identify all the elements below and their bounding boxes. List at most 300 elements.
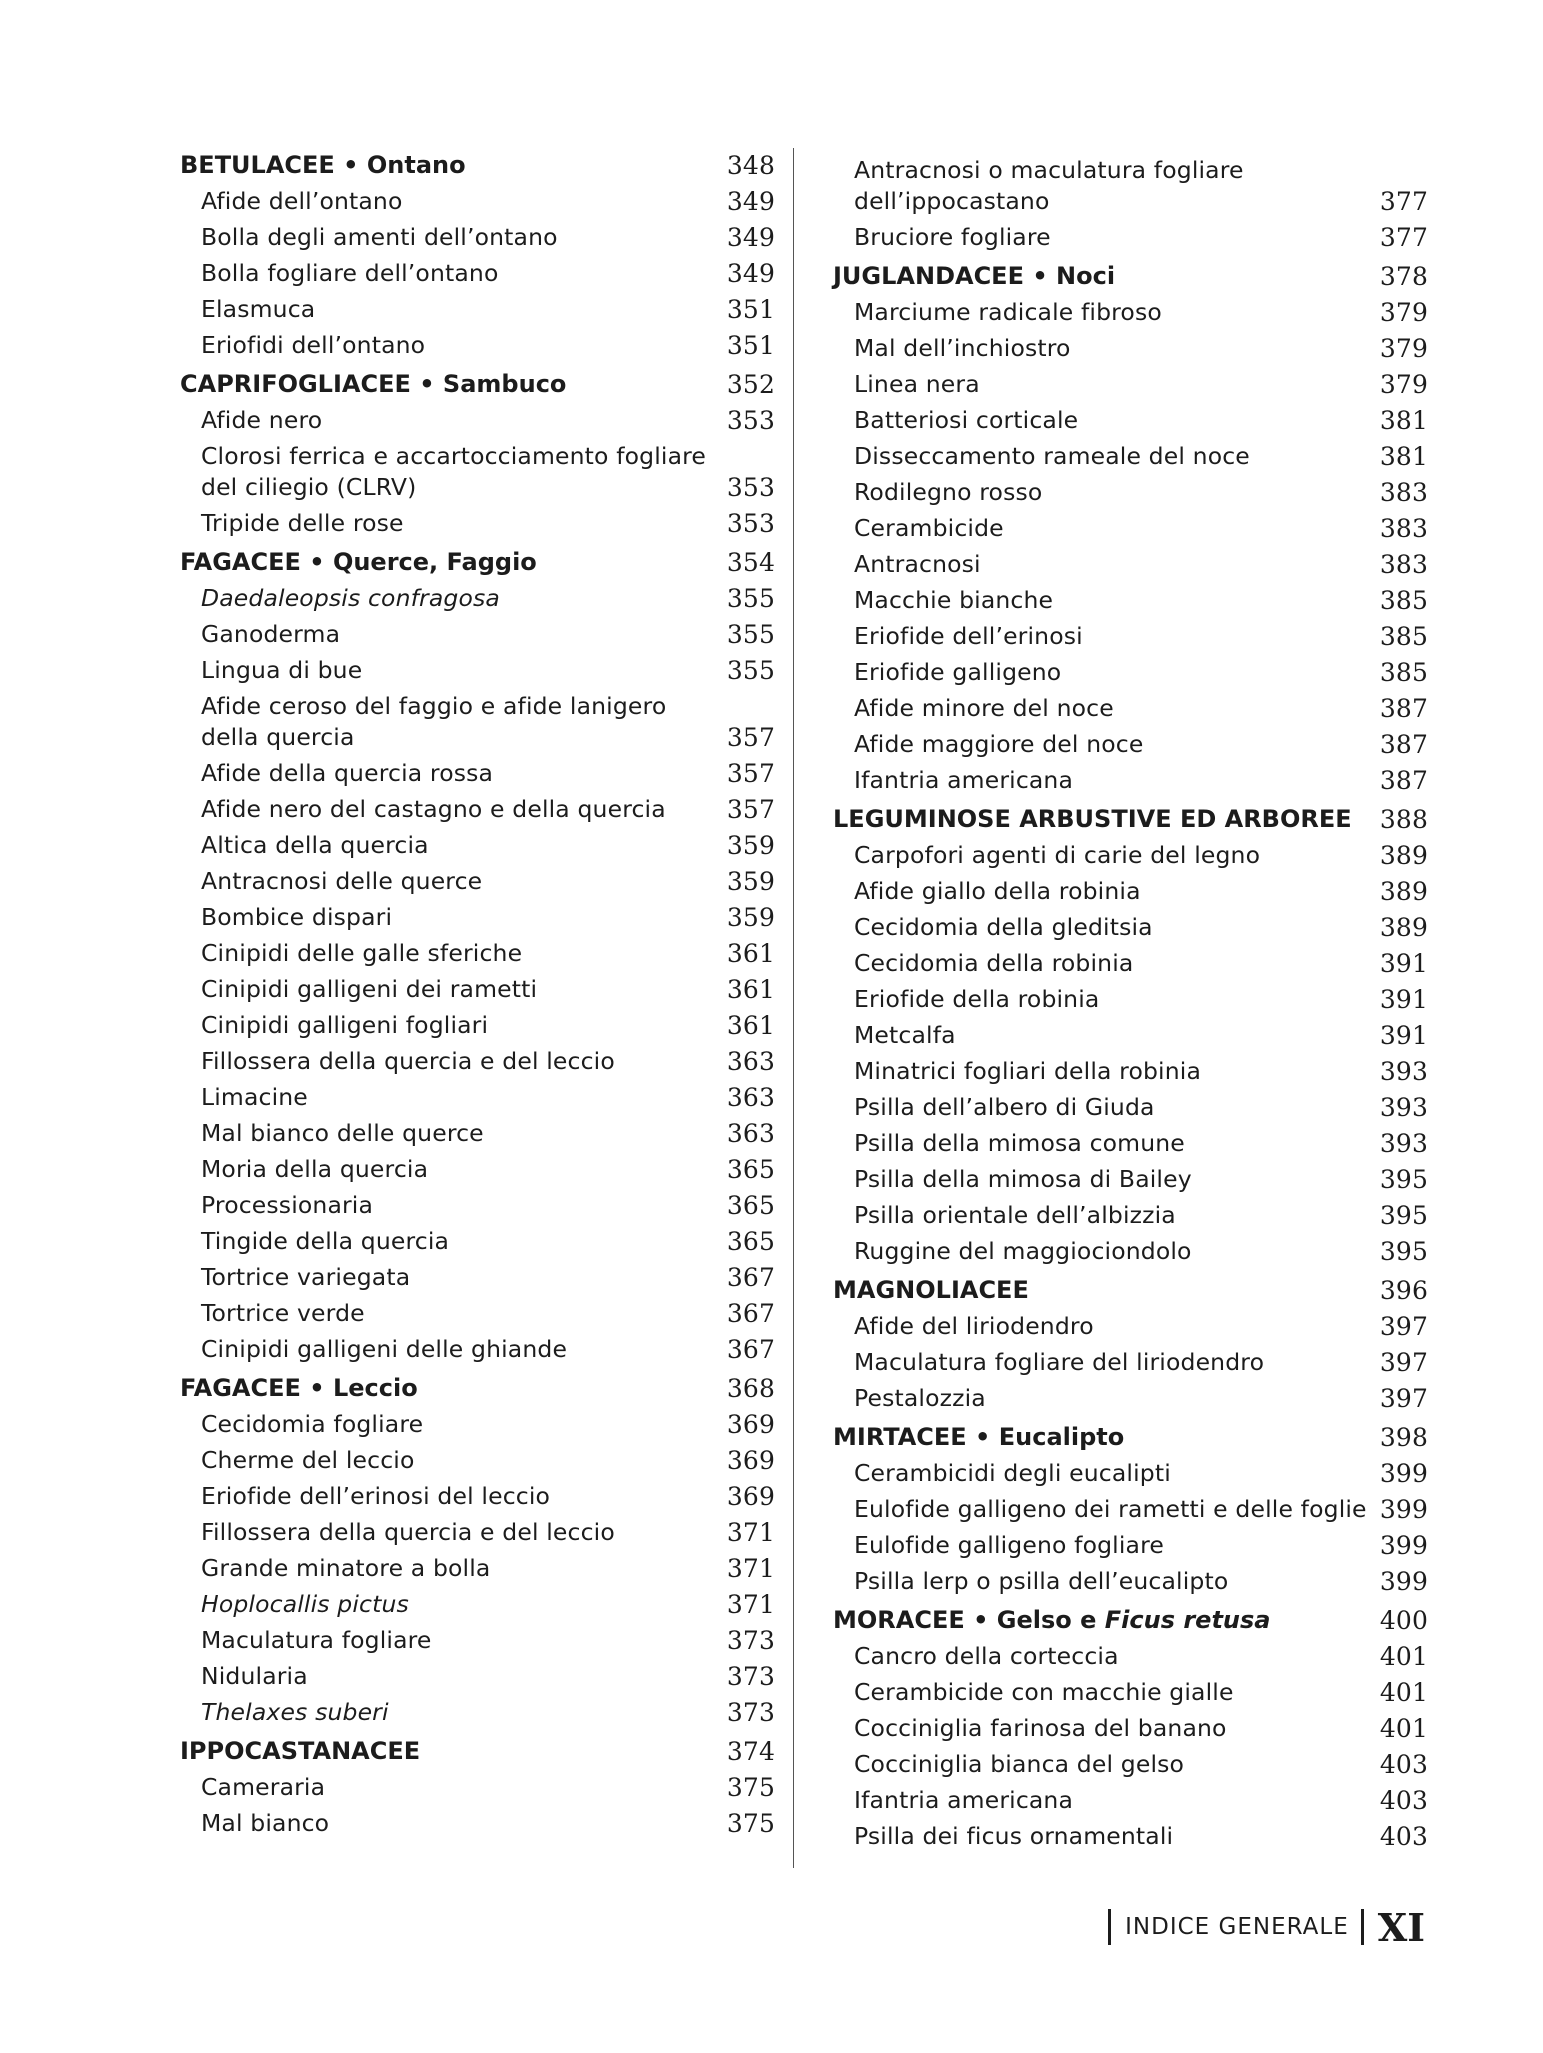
toc-entry[interactable] bbox=[180, 1481, 775, 1512]
entry-title bbox=[833, 1020, 1378, 1051]
entry-title-line: Pestalozzia bbox=[854, 1384, 986, 1412]
entry-title-line: Tortrice verde bbox=[201, 1299, 365, 1327]
section-heading[interactable] bbox=[180, 1736, 775, 1767]
entry-title bbox=[180, 1190, 725, 1221]
toc-entry[interactable] bbox=[833, 840, 1428, 871]
toc-entry[interactable] bbox=[833, 222, 1428, 253]
section-page-number: 400 bbox=[1379, 1606, 1428, 1635]
entry-title bbox=[180, 222, 725, 253]
entry-title bbox=[180, 1118, 725, 1149]
entry-title-line: Mal bianco delle querce bbox=[201, 1119, 484, 1147]
toc-entry[interactable] bbox=[833, 297, 1428, 328]
toc-entry[interactable] bbox=[833, 621, 1428, 652]
section-heading[interactable] bbox=[833, 1275, 1428, 1306]
section-page-number: 374 bbox=[726, 1737, 775, 1766]
toc-entry[interactable] bbox=[833, 1236, 1428, 1267]
toc-entry[interactable] bbox=[833, 876, 1428, 907]
toc-entry[interactable] bbox=[833, 369, 1428, 400]
section-title bbox=[180, 150, 725, 181]
entry-title-line: Afide minore del noce bbox=[854, 694, 1114, 722]
entry-title-line: Cocciniglia farinosa del banano bbox=[854, 1714, 1227, 1742]
entry-title-line: Bolla fogliare dell’ontano bbox=[201, 259, 499, 287]
entry-page-number: 391 bbox=[1379, 949, 1428, 978]
entry-title-line: Psilla dell’albero di Giuda bbox=[854, 1093, 1155, 1121]
entry-page-number: 379 bbox=[1379, 298, 1428, 327]
section-title bbox=[180, 369, 725, 400]
entry-title-line: Eulofide galligeno fogliare bbox=[854, 1531, 1164, 1559]
toc-entry[interactable] bbox=[833, 1200, 1428, 1231]
entry-page-number: 369 bbox=[726, 1410, 775, 1439]
section-page-number: 378 bbox=[1379, 262, 1428, 291]
entry-title bbox=[833, 549, 1378, 580]
toc-entry[interactable] bbox=[833, 1785, 1428, 1816]
section-heading[interactable] bbox=[180, 1373, 775, 1404]
entry-page-number: 397 bbox=[1379, 1312, 1428, 1341]
entry-page-number: 351 bbox=[726, 295, 775, 324]
entry-title-line: Nidularia bbox=[201, 1662, 308, 1690]
section-heading[interactable] bbox=[833, 261, 1428, 292]
entry-title bbox=[180, 294, 725, 325]
toc-entry[interactable] bbox=[833, 513, 1428, 544]
entry-page-number: 375 bbox=[726, 1773, 775, 1802]
toc-entry[interactable] bbox=[180, 1697, 775, 1728]
entry-page-number: 371 bbox=[726, 1554, 775, 1583]
entry-page-number: 369 bbox=[726, 1446, 775, 1475]
toc-section bbox=[180, 547, 775, 1365]
entry-title bbox=[833, 984, 1378, 1015]
entry-title bbox=[833, 369, 1378, 400]
section-page-number: 388 bbox=[1379, 805, 1428, 834]
entry-page-number: 363 bbox=[726, 1083, 775, 1112]
entry-title bbox=[180, 655, 725, 686]
toc-entry[interactable] bbox=[833, 405, 1428, 436]
toc-entry[interactable] bbox=[180, 1118, 775, 1149]
toc-entry[interactable] bbox=[833, 765, 1428, 796]
page-footer bbox=[1108, 1904, 1425, 1950]
toc-entry[interactable] bbox=[833, 729, 1428, 760]
entry-title-line: dell’ippocastano bbox=[854, 187, 1050, 215]
toc-entry[interactable] bbox=[833, 1677, 1428, 1708]
entry-page-number: 403 bbox=[1379, 1822, 1428, 1851]
toc-entry[interactable] bbox=[833, 1164, 1428, 1195]
entry-title bbox=[180, 1808, 725, 1839]
section-title-part: MAGNOLIACEE bbox=[833, 1276, 1029, 1304]
entry-title bbox=[180, 1298, 725, 1329]
entry-title bbox=[180, 866, 725, 897]
entry-title-line: Afide giallo della robinia bbox=[854, 877, 1141, 905]
entry-title-line: Afide del liriodendro bbox=[854, 1312, 1094, 1340]
section-page-number: 352 bbox=[726, 370, 775, 399]
section-page-number: 398 bbox=[1379, 1423, 1428, 1452]
entry-title-line: Maculatura fogliare del liriodendro bbox=[854, 1348, 1265, 1376]
entry-title bbox=[180, 1481, 725, 1512]
entry-page-number: 359 bbox=[726, 903, 775, 932]
section-title bbox=[833, 261, 1378, 292]
entry-title-line: Psilla della mimosa comune bbox=[854, 1129, 1185, 1157]
entry-page-number: 349 bbox=[726, 223, 775, 252]
toc-entry[interactable] bbox=[180, 691, 775, 753]
entry-title-line: Clorosi ferrica e accartocciamento fogliare bbox=[201, 442, 707, 470]
entry-page-number: 385 bbox=[1379, 622, 1428, 651]
toc-entry[interactable] bbox=[833, 1056, 1428, 1087]
entry-title bbox=[833, 1677, 1378, 1708]
toc-entry[interactable] bbox=[833, 1530, 1428, 1561]
toc-entry[interactable] bbox=[180, 902, 775, 933]
entry-title bbox=[833, 405, 1378, 436]
section-title bbox=[180, 1373, 725, 1404]
toc-entry[interactable] bbox=[180, 830, 775, 861]
entry-title-line: Cinipidi galligeni delle ghiande bbox=[201, 1335, 568, 1363]
toc-entry[interactable] bbox=[833, 1821, 1428, 1852]
entry-title bbox=[180, 691, 725, 753]
entry-page-number: 363 bbox=[726, 1119, 775, 1148]
entry-page-number: 361 bbox=[726, 975, 775, 1004]
entry-title-line: Maculatura fogliare bbox=[201, 1626, 432, 1654]
entry-title bbox=[180, 1661, 725, 1692]
toc-entry[interactable] bbox=[833, 693, 1428, 724]
entry-page-number: 387 bbox=[1379, 730, 1428, 759]
section-page-number: 396 bbox=[1379, 1276, 1428, 1305]
entry-title-line: Bolla degli amenti dell’ontano bbox=[201, 223, 558, 251]
section-heading[interactable] bbox=[180, 369, 775, 400]
toc-entry[interactable] bbox=[833, 1311, 1428, 1342]
toc-entry[interactable] bbox=[180, 1517, 775, 1548]
toc-column-right bbox=[833, 150, 1428, 1860]
entry-page-number: 357 bbox=[726, 723, 775, 752]
entry-title bbox=[833, 1566, 1378, 1597]
entry-title bbox=[180, 974, 725, 1005]
toc-entry[interactable] bbox=[833, 1713, 1428, 1744]
entry-title bbox=[833, 1458, 1378, 1489]
entry-title bbox=[180, 902, 725, 933]
entry-title-line: Eriofidi dell’ontano bbox=[201, 331, 426, 359]
entry-title bbox=[833, 1311, 1378, 1342]
entry-title-line: Metcalfa bbox=[854, 1021, 956, 1049]
entry-title bbox=[833, 621, 1378, 652]
entry-title bbox=[833, 585, 1378, 616]
entry-title bbox=[833, 948, 1378, 979]
entry-title-line: Mal bianco bbox=[201, 1809, 330, 1837]
entry-title-line: Afide maggiore del noce bbox=[854, 730, 1144, 758]
entry-title-line: Batteriosi corticale bbox=[854, 406, 1079, 434]
entry-page-number: 385 bbox=[1379, 658, 1428, 687]
toc-entry[interactable] bbox=[180, 405, 775, 436]
entry-title-line: Psilla orientale dell’albizzia bbox=[854, 1201, 1176, 1229]
toc-entry[interactable] bbox=[833, 1020, 1428, 1051]
toc-entry[interactable] bbox=[180, 1262, 775, 1293]
toc-entry[interactable] bbox=[180, 1334, 775, 1365]
entry-title-line: Thelaxes suberi bbox=[201, 1698, 389, 1726]
entry-title bbox=[833, 1530, 1378, 1561]
toc-entry[interactable] bbox=[180, 222, 775, 253]
entry-title-line: Daedaleopsis confragosa bbox=[201, 584, 500, 612]
entry-title-line: Hoplocallis pictus bbox=[201, 1590, 409, 1618]
toc-entry[interactable] bbox=[180, 330, 775, 361]
entry-title-line: Cerambicide con macchie gialle bbox=[854, 1678, 1234, 1706]
entry-page-number: 391 bbox=[1379, 985, 1428, 1014]
toc-entry[interactable] bbox=[180, 1661, 775, 1692]
entry-title bbox=[833, 657, 1378, 688]
entry-page-number: 403 bbox=[1379, 1750, 1428, 1779]
entry-title bbox=[180, 619, 725, 650]
entry-title bbox=[180, 938, 725, 969]
toc-entry[interactable] bbox=[180, 974, 775, 1005]
section-title-part: Ficus retusa bbox=[1104, 1606, 1271, 1634]
toc-entry[interactable] bbox=[180, 1154, 775, 1185]
entry-title-line: Minatrici fogliari della robinia bbox=[854, 1057, 1202, 1085]
entry-page-number: 395 bbox=[1379, 1201, 1428, 1230]
toc-entry[interactable] bbox=[833, 1494, 1428, 1525]
entry-page-number: 377 bbox=[1379, 223, 1428, 252]
entry-title-line: Afide dell’ontano bbox=[201, 187, 403, 215]
entry-title bbox=[833, 1128, 1378, 1159]
toc-entry[interactable] bbox=[833, 948, 1428, 979]
entry-page-number: 357 bbox=[726, 759, 775, 788]
entry-title-line: Cecidomia della gleditsia bbox=[854, 913, 1153, 941]
entry-page-number: 353 bbox=[726, 473, 775, 502]
entry-title-line: Altica della quercia bbox=[201, 831, 429, 859]
entry-page-number: 355 bbox=[726, 584, 775, 613]
section-page-number: 354 bbox=[726, 548, 775, 577]
entry-title-line: Fillossera della quercia e del leccio bbox=[201, 1518, 615, 1546]
entry-title bbox=[833, 1641, 1378, 1672]
entry-page-number: 393 bbox=[1379, 1129, 1428, 1158]
toc-entry[interactable] bbox=[180, 1589, 775, 1620]
entry-title-line: Cherme del leccio bbox=[201, 1446, 415, 1474]
entry-title bbox=[833, 1164, 1378, 1195]
entry-page-number: 393 bbox=[1379, 1057, 1428, 1086]
entry-title bbox=[833, 1821, 1378, 1852]
entry-title-line: Cinipidi delle galle sferiche bbox=[201, 939, 523, 967]
entry-title bbox=[180, 1334, 725, 1365]
entry-title-line: della quercia bbox=[201, 723, 355, 751]
toc-entry[interactable] bbox=[180, 1226, 775, 1257]
entry-title-line: Ifantria americana bbox=[854, 766, 1074, 794]
entry-title-line: Elasmuca bbox=[201, 295, 316, 323]
entry-page-number: 401 bbox=[1379, 1678, 1428, 1707]
entry-title-line: Psilla della mimosa di Bailey bbox=[854, 1165, 1192, 1193]
entry-page-number: 389 bbox=[1379, 841, 1428, 870]
entry-title bbox=[180, 1154, 725, 1185]
entry-page-number: 365 bbox=[726, 1227, 775, 1256]
toc-entry[interactable] bbox=[833, 441, 1428, 472]
page-number: XI bbox=[1377, 1904, 1425, 1950]
entry-page-number: 361 bbox=[726, 939, 775, 968]
toc-entry[interactable] bbox=[180, 1625, 775, 1656]
toc-entry[interactable] bbox=[180, 1409, 775, 1440]
entry-page-number: 381 bbox=[1379, 406, 1428, 435]
entry-title-line: Lingua di bue bbox=[201, 656, 363, 684]
entry-title bbox=[833, 912, 1378, 943]
toc-entry[interactable] bbox=[180, 1010, 775, 1041]
entry-title-line: Eulofide galligeno dei rametti e delle foglie bbox=[854, 1495, 1367, 1523]
toc-entry[interactable] bbox=[180, 619, 775, 650]
toc-entry[interactable] bbox=[180, 186, 775, 217]
entry-title-line: del ciliegio (CLRV) bbox=[201, 473, 417, 501]
entry-title bbox=[180, 1589, 725, 1620]
toc-section bbox=[833, 155, 1428, 253]
section-heading[interactable] bbox=[833, 1422, 1428, 1453]
toc-entry[interactable] bbox=[180, 1445, 775, 1476]
entry-page-number: 401 bbox=[1379, 1714, 1428, 1743]
toc-entry[interactable] bbox=[833, 1458, 1428, 1489]
entry-title-line: Rodilegno rosso bbox=[854, 478, 1043, 506]
entry-title-line: Linea nera bbox=[854, 370, 980, 398]
toc-entry[interactable] bbox=[180, 441, 775, 503]
entry-page-number: 387 bbox=[1379, 694, 1428, 723]
toc-entry[interactable] bbox=[833, 477, 1428, 508]
toc-section bbox=[180, 150, 775, 361]
toc-entry[interactable] bbox=[833, 1566, 1428, 1597]
entry-page-number: 349 bbox=[726, 187, 775, 216]
entry-title-line: Antracnosi delle querce bbox=[201, 867, 483, 895]
entry-title-line: Bruciore fogliare bbox=[854, 223, 1051, 251]
section-page-number: 348 bbox=[726, 151, 775, 180]
entry-title bbox=[833, 1785, 1378, 1816]
toc-entry[interactable] bbox=[180, 938, 775, 969]
entry-title-line: Ganoderma bbox=[201, 620, 341, 648]
entry-title-line: Afide nero del castagno e della quercia bbox=[201, 795, 666, 823]
entry-title bbox=[180, 794, 725, 825]
entry-page-number: 403 bbox=[1379, 1786, 1428, 1815]
toc-entry[interactable] bbox=[833, 1383, 1428, 1414]
entry-title bbox=[833, 1200, 1378, 1231]
entry-title-line: Processionaria bbox=[201, 1191, 374, 1219]
entry-title bbox=[833, 155, 1378, 217]
section-heading[interactable] bbox=[833, 1605, 1428, 1636]
toc-entry[interactable] bbox=[180, 866, 775, 897]
toc-entry[interactable] bbox=[833, 912, 1428, 943]
entry-title bbox=[833, 1056, 1378, 1087]
toc-entry[interactable] bbox=[180, 258, 775, 289]
entry-title-line: Carpofori agenti di carie del legno bbox=[854, 841, 1261, 869]
entry-title-line: Afide della quercia rossa bbox=[201, 759, 494, 787]
section-heading[interactable] bbox=[180, 547, 775, 578]
entry-page-number: 359 bbox=[726, 831, 775, 860]
toc-entry[interactable] bbox=[180, 1772, 775, 1803]
entry-title bbox=[833, 441, 1378, 472]
toc-entry[interactable] bbox=[833, 549, 1428, 580]
section-title-part: FAGACEE • Leccio bbox=[180, 1374, 418, 1402]
entry-page-number: 367 bbox=[726, 1335, 775, 1364]
toc-entry[interactable] bbox=[833, 1128, 1428, 1159]
entry-title bbox=[180, 1262, 725, 1293]
toc-entry[interactable] bbox=[180, 1046, 775, 1077]
entry-page-number: 377 bbox=[1379, 187, 1428, 216]
entry-page-number: 381 bbox=[1379, 442, 1428, 471]
toc-entry[interactable] bbox=[833, 333, 1428, 364]
toc-entry[interactable] bbox=[180, 1808, 775, 1839]
section-page-number: 368 bbox=[726, 1374, 775, 1403]
entry-title bbox=[180, 1226, 725, 1257]
entry-title bbox=[180, 1625, 725, 1656]
entry-title-line: Tripide delle rose bbox=[201, 509, 404, 537]
toc-entry[interactable] bbox=[833, 984, 1428, 1015]
toc-section bbox=[180, 1736, 775, 1839]
entry-page-number: 355 bbox=[726, 620, 775, 649]
entry-title-line: Eriofide dell’erinosi del leccio bbox=[201, 1482, 551, 1510]
entry-title bbox=[833, 1347, 1378, 1378]
entry-page-number: 361 bbox=[726, 1011, 775, 1040]
entry-title-line: Cinipidi galligeni dei rametti bbox=[201, 975, 538, 1003]
toc-entry[interactable] bbox=[833, 1347, 1428, 1378]
toc-entry[interactable] bbox=[833, 1641, 1428, 1672]
entry-title bbox=[833, 297, 1378, 328]
section-title-part: LEGUMINOSE ARBUSTIVE ED ARBOREE bbox=[833, 805, 1352, 833]
entry-page-number: 399 bbox=[1379, 1531, 1428, 1560]
entry-title bbox=[833, 1494, 1378, 1525]
entry-title bbox=[180, 1517, 725, 1548]
toc-entry[interactable] bbox=[180, 294, 775, 325]
entry-page-number: 365 bbox=[726, 1191, 775, 1220]
entry-title-line: Cerambicidi degli eucalipti bbox=[854, 1459, 1171, 1487]
entry-title bbox=[180, 1553, 725, 1584]
entry-title bbox=[833, 1092, 1378, 1123]
entry-title bbox=[180, 1082, 725, 1113]
toc-entry[interactable] bbox=[180, 1553, 775, 1584]
toc-entry[interactable] bbox=[833, 1092, 1428, 1123]
toc-entry[interactable] bbox=[180, 1190, 775, 1221]
entry-page-number: 349 bbox=[726, 259, 775, 288]
entry-title-line: Antracnosi o maculatura fogliare bbox=[854, 156, 1244, 184]
toc-entry[interactable] bbox=[180, 655, 775, 686]
section-heading[interactable] bbox=[180, 150, 775, 181]
entry-page-number: 385 bbox=[1379, 586, 1428, 615]
entry-title bbox=[180, 1697, 725, 1728]
entry-page-number: 357 bbox=[726, 795, 775, 824]
section-title-part: MORACEE • Gelso e bbox=[833, 1606, 1105, 1634]
section-heading[interactable] bbox=[833, 804, 1428, 835]
entry-title-line: Fillossera della quercia e del leccio bbox=[201, 1047, 615, 1075]
toc-entry[interactable] bbox=[833, 657, 1428, 688]
entry-title-line: Eriofide dell’erinosi bbox=[854, 622, 1083, 650]
toc-column-left bbox=[180, 150, 775, 1847]
toc-entry[interactable] bbox=[180, 758, 775, 789]
entry-title bbox=[833, 693, 1378, 724]
entry-title bbox=[833, 513, 1378, 544]
entry-title bbox=[833, 333, 1378, 364]
toc-entry[interactable] bbox=[833, 585, 1428, 616]
toc-section bbox=[833, 1275, 1428, 1414]
entry-page-number: 387 bbox=[1379, 766, 1428, 795]
entry-page-number: 383 bbox=[1379, 514, 1428, 543]
toc-entry[interactable] bbox=[180, 794, 775, 825]
toc-entry[interactable] bbox=[833, 155, 1428, 217]
toc-entry[interactable] bbox=[180, 583, 775, 614]
entry-title-line: Cinipidi galligeni fogliari bbox=[201, 1011, 489, 1039]
footer-label: INDICE GENERALE bbox=[1125, 1914, 1349, 1940]
section-title-part: BETULACEE • Ontano bbox=[180, 151, 466, 179]
entry-title-line: Afide nero bbox=[201, 406, 323, 434]
section-title bbox=[833, 804, 1378, 835]
entry-page-number: 353 bbox=[726, 406, 775, 435]
entry-page-number: 371 bbox=[726, 1518, 775, 1547]
entry-title-line: Limacine bbox=[201, 1083, 308, 1111]
section-title bbox=[833, 1605, 1378, 1636]
entry-page-number: 355 bbox=[726, 656, 775, 685]
section-title bbox=[180, 1736, 725, 1767]
entry-title-line: Cameraria bbox=[201, 1773, 326, 1801]
entry-title-line: Bombice dispari bbox=[201, 903, 393, 931]
toc-entry[interactable] bbox=[180, 508, 775, 539]
toc-section bbox=[833, 261, 1428, 796]
section-title-part: JUGLANDACEE • Noci bbox=[833, 262, 1116, 290]
toc-entry[interactable] bbox=[833, 1749, 1428, 1780]
entry-title bbox=[833, 729, 1378, 760]
toc-entry[interactable] bbox=[180, 1298, 775, 1329]
entry-page-number: 391 bbox=[1379, 1021, 1428, 1050]
toc-entry[interactable] bbox=[180, 1082, 775, 1113]
